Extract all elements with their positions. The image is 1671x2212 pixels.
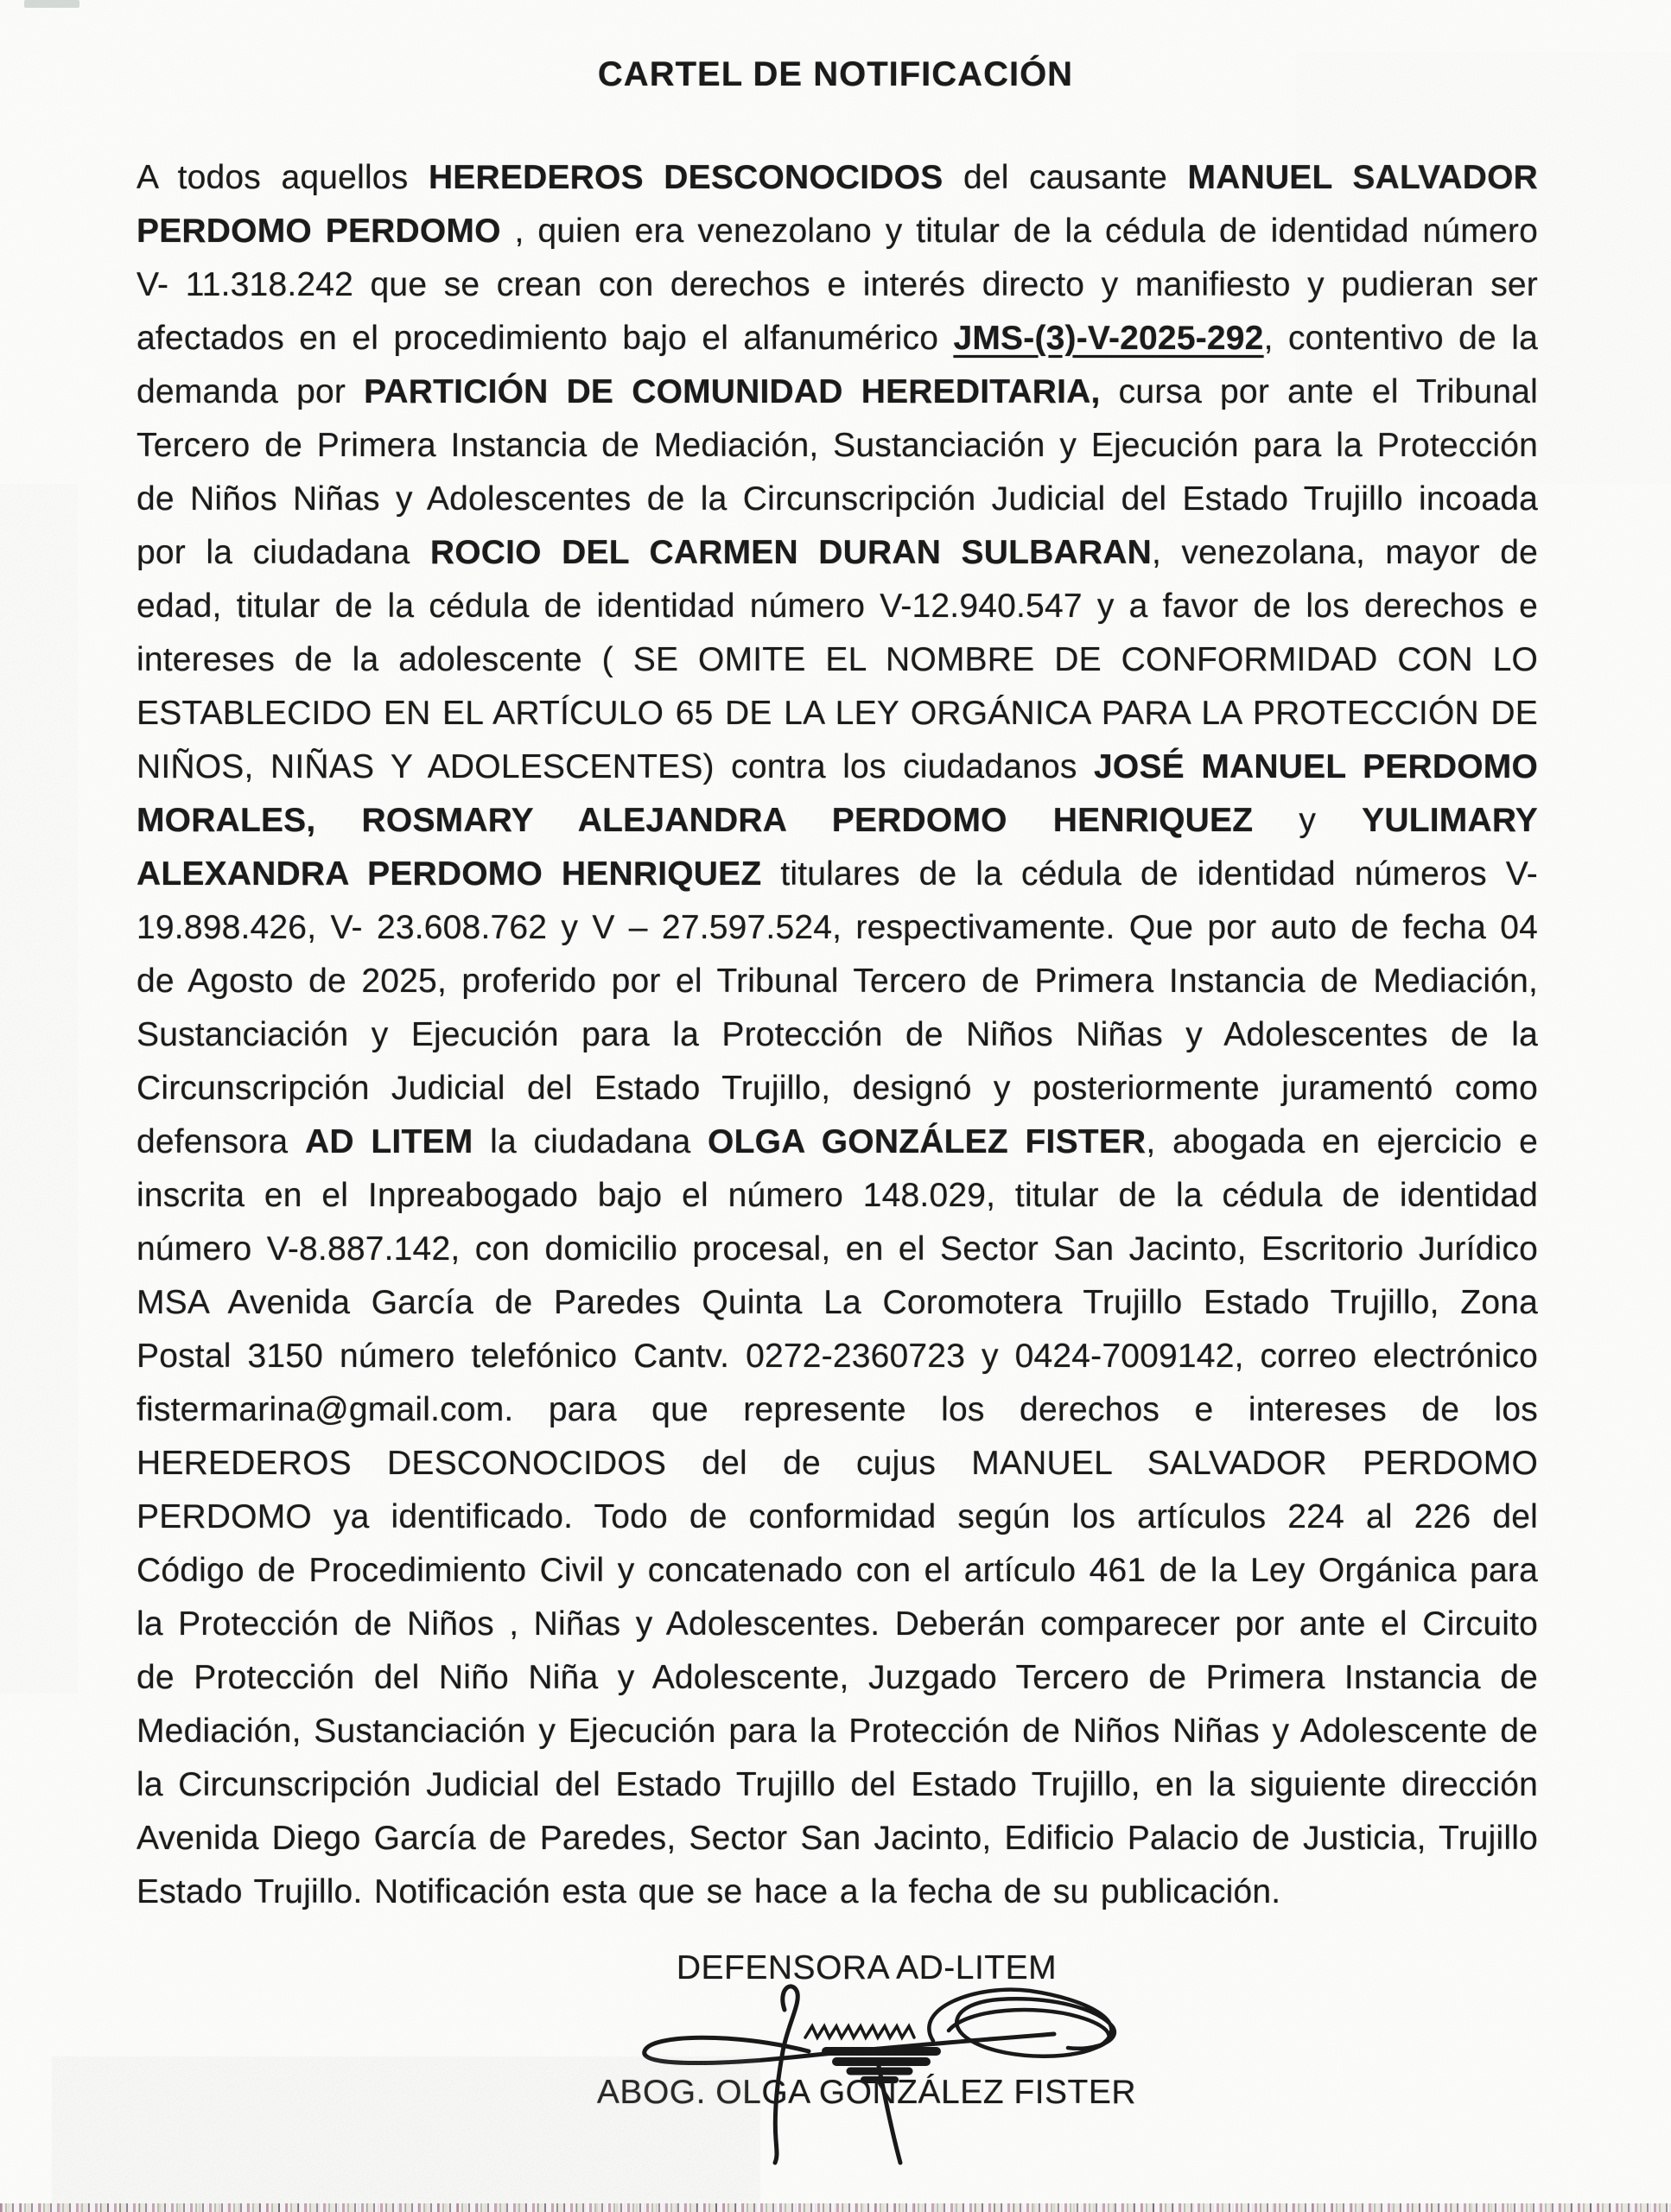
body-text-segment: titulares de la cédula de identidad números V- 19.898.426, V- 23.608.762 y V – 27.597.524, respectivamente. Que por auto de fecha 04 de Agosto de 2025, proferido por el Tribunal Tercero de Primera Instancia de Mediación, Sustanciación y Ejecución para la Protección de Niños Niñas y Adolescentes de la Circunscripción Judicial del Estado Trujillo, designó y posteriormente juramentó como defensora bbox=[137, 855, 1538, 1160]
body-text-segment: OLGA GONZÁLEZ FISTER bbox=[708, 1123, 1147, 1160]
body-text-segment: MANUEL SALVADOR PERDOMO PERDOMO bbox=[137, 159, 1538, 250]
body-text-segment: YULIMARY ALEXANDRA PERDOMO HENRIQUEZ bbox=[137, 802, 1538, 893]
body-text-segment: cursa por ante el Tribunal Tercero de Primera Instancia de Mediación, Sustanciación y Ejecución para la Protección de Niños Niñas y Adolescentes de la Circunscripción Judicial del Estado Trujillo incoada por la ciudadana bbox=[137, 373, 1538, 571]
body-text-segment: , abogada en ejercicio e inscrita en el Inpreabogado bajo el número 148.029, titular de la cédula de identidad número V-8.887.142, con domicilio procesal, en el Sector San Jacinto, Escritorio Jurídico MSA Avenida García de Paredes Quinta La Coromotera Trujillo Estado Trujillo, Zona Postal 3150 número telefónico Cantv. 0272-2360723 y 0424-7009142, correo electrónico fistermarina@gmail.com. para que represente los derechos e intereses de los HEREDEROS DESCONOCIDOS del de cujus MANUEL SALVADOR PERDOMO PERDOMO ya identificado. Todo de conformidad según los artículos 224 al 226 del Código de Procedimiento Civil y concatenado con el artículo 461 de la Ley Orgánica para la Protección de Niños , Niñas y Adolescentes. Deberán comparecer por ante el Circuito de Protección del Niño Niña y Adolescente, Juzgado Tercero de Primera Instancia de Mediación, Sustanciación y Ejecución para la Protección de Niños Niñas y Adolescente de la Circunscripción Judicial del Estado Trujillo del Estado Trujillo, en la siguiente dirección Avenida Diego García de Paredes, Sector San Jacinto, Edificio Palacio de Justicia, Trujillo Estado Trujillo. Notificación esta que se hace a la fecha de su publicación. bbox=[137, 1123, 1538, 1910]
scan-edge-artifact bbox=[24, 0, 79, 8]
body-text-segment: ROCIO DEL CARMEN DURAN SULBARAN bbox=[429, 534, 1152, 571]
body-text-segment: JOSÉ MANUEL PERDOMO MORALES, ROSMARY ALEJANDRA PERDOMO HENRIQUEZ bbox=[137, 748, 1538, 839]
body-text-segment: , venezolana, mayor de edad, titular de la cédula de identidad número V-12.940.547 y a favor de los derechos e intereses de la adolescente ( SE OMITE EL NOMBRE DE CONFORMIDAD CON LO ESTABLECIDO EN EL ARTÍCULO 65 DE LA LEY ORGÁNICA PARA LA PROTECCIÓN DE NIÑOS, NIÑAS Y ADOLESCENTES) contra los ciudadanos bbox=[137, 534, 1538, 785]
body-text-segment: la ciudadana bbox=[473, 1123, 708, 1160]
body-text-segment: A todos aquellos bbox=[137, 159, 429, 196]
body-text-segment: HEREDEROS DESCONOCIDOS bbox=[428, 159, 944, 196]
notification-body-paragraph bbox=[137, 151, 1538, 1931]
document-title: CARTEL DE NOTIFICACIÓN bbox=[597, 55, 1074, 93]
body-text-segment: AD LITEM bbox=[304, 1123, 473, 1160]
body-text-segment: PARTICIÓN DE COMUNIDAD HEREDITARIA, bbox=[364, 373, 1101, 410]
body-text-segment: y bbox=[1253, 802, 1363, 839]
scanner-color-noise-stripe bbox=[0, 2203, 1671, 2212]
body-text-segment: , contentivo de la demanda por bbox=[137, 320, 1538, 410]
signature-role-label: DEFENSORA AD-LITEM bbox=[676, 1949, 1058, 1986]
body-text-segment: , quien era venezolano y titular de la cédula de identidad número V- 11.318.242 que se crean con derechos e interés directo y manifiesto y pudieran ser afectados en el procedimiento bajo el alfanumérico bbox=[137, 213, 1538, 357]
body-text-segment: JMS-(3)-V-2025-292 bbox=[953, 320, 1264, 357]
signature-name-label: ABOG. OLGA GONZÁLEZ FISTER bbox=[596, 2074, 1137, 2111]
body-text-segment: del causante bbox=[943, 159, 1188, 196]
